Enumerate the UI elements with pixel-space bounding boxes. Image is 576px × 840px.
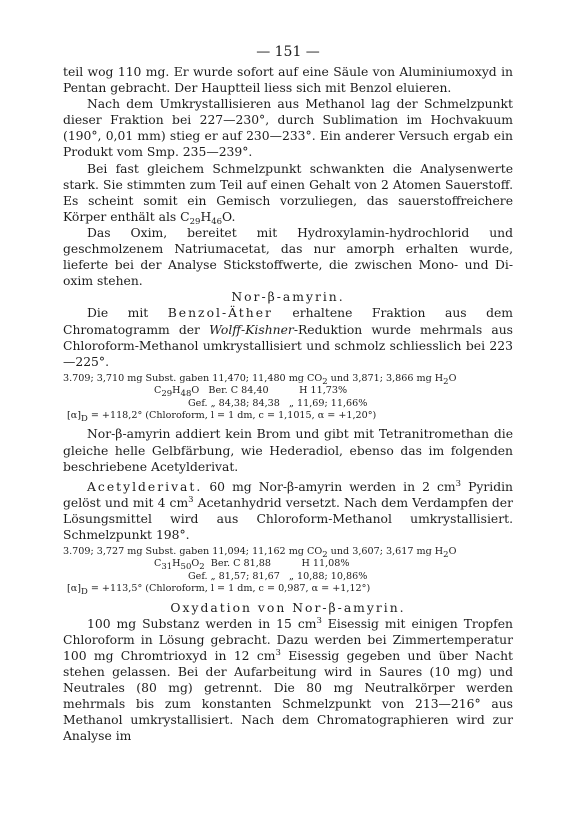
analysis-block-2 <box>63 546 513 596</box>
page-body <box>63 64 513 745</box>
page-number: — 151 — <box>256 44 320 60</box>
section-heading-nor-beta-amyrin: Nor-β-amyrin. <box>231 290 345 305</box>
analysis-formula-line: $C_{31}H_{50}O_2$ Ber. C 81,88 H 11,08% <box>154 558 350 573</box>
analysis-formula-line: $C_{29}H_{48}O$ Ber. C 84,40 H 11,73% <box>154 385 348 400</box>
analysis-found-line: Gef. „ 81,57; 81,67 „ 10,88; 10,86% <box>188 570 368 582</box>
analysis-found-line: Gef. „ 84,38; 84,38 „ 11,69; 11,66% <box>188 397 368 409</box>
section-heading-oxidation: Oxydation von Nor-β-amyrin. <box>170 600 406 615</box>
paragraph-nor-beta-amyrin: Die mit Benzol-Äther erhaltene Fraktion aus dem Chromatogramm der Wolff-Kishner-Reduktion wurde mehrmals aus Chloroform-Methanol umkrystallisiert und schmolz schliesslich bei 223—225°. <box>63 306 513 369</box>
paragraph-analysis-values: Bei fast gleichem Schmelzpunkt schwankten die Analysenwerte stark. Sie stimmten zum Teil auf einen Gehalt von 2 Atomen Sauerstoff. Es scheint somit ein Gemisch vorzuliegen, das sauerstoffreichere Körper enthält als $C_{29}H_{46}O$. <box>63 161 513 227</box>
optical-rotation-line: $[\alpha]_D = +118,2^\circ$ (Chloroform, l = 1 dm, c = 1,1015, α = +1,20°) <box>67 410 377 424</box>
paragraph-continued: teil wog 110 mg. Er wurde sofort auf eine Säule von Aluminiumoxyd in Pentan gebracht. Der Hauptteil liess sich mit Benzol eluieren. <box>63 65 513 96</box>
paragraph-oxidation: 100 mg Substanz werden in 15 $cm^3$ Eisessig mit einigen Tropfen Chloroform in Lösung gebracht. Dazu werden bei Zimmertemperatur 100 mg Chromtrioxyd in 12 $cm^3$ Eisessig gegeben und über Nacht stehen gelassen. Bei der Aufarbeitung wird in Saures (10 mg) und Neutrales (80 mg) getrennt. Die 80 mg Neutralkörper werden mehrmals bis zum konstanten Schmelzpunkt von 213—216° aus Methanol umkrystallisiert. Nach dem Chromatographieren wird zur Analyse im <box>63 615 513 744</box>
analysis-block-1 <box>63 373 513 423</box>
paragraph-acetyl-derivative: Acetylderivat. 60 mg Nor-β-amyrin werden in 2 $cm^3$ Pyridin gelöst und mit 4 $cm^3$ Acetanhydrid versetzt. Nach dem Verdampfen der Lösungsmittel wird aus Chloroform-Methanol umkrystallisiert. Schmelzpunkt 198°. <box>63 478 514 542</box>
analysis-line: 3.709; 3,727 mg Subst. gaben 11,094; 11,162 mg $CO_2$ und 3,607; 3,617 mg $H_2O$ <box>63 546 457 561</box>
paragraph-bromine-test: Nor-β-amyrin addiert kein Brom und gibt mit Tetranitromethan die gleiche helle Gelbfärbung, wie Hederadiol, ebenso das im folgenden beschriebene Acetylderivat. <box>63 427 513 474</box>
paragraph-melting-point: Nach dem Umkrystallisieren aus Methanol lag der Schmelzpunkt dieser Fraktion bei 227—230°, durch Sublimation im Hochvakuum (190°, 0,01 mm) stieg er auf 230—233°. Ein anderer Versuch ergab ein Produkt vom Smp. 235—239°. <box>63 97 513 160</box>
analysis-line: 3.709; 3,710 mg Subst. gaben 11,470; 11,480 mg $CO_2$ und 3,871; 3,866 mg $H_2O$ <box>63 372 457 387</box>
optical-rotation-line: $[\alpha]_D = +113,5^\circ$ (Chloroform, l = 1 dm, c = 0,987, α = +1,12°) <box>67 583 371 598</box>
paragraph-oxime: Das Oxim, bereitet mit Hydroxylamin-hydrochlorid und geschmolzenem Natriumacetat, das nur amorph erhalten wurde, lieferte bei der Analyse Stickstoffwerte, die zwischen Mono- und Di-oxim stehen. <box>63 225 513 289</box>
